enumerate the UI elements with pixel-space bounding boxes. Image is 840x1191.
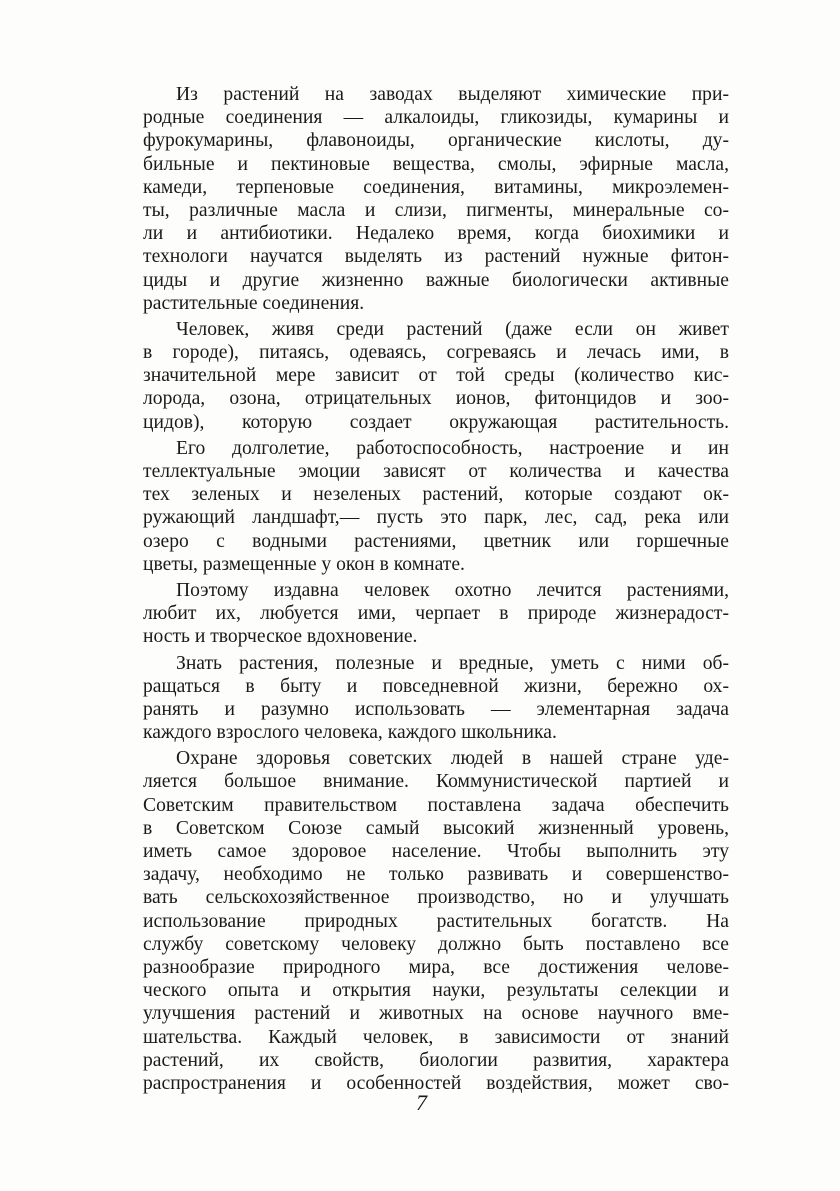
text-line: теллектуальные эмоции зависят от количества и качества xyxy=(143,461,729,482)
text-line: Человек, живя среди растений (даже если он живет xyxy=(176,318,729,340)
text-line: тех зеленых и незеленых растений, которые создают ок- xyxy=(143,484,729,506)
text-line: службу советскому человеку должно быть поставлено все xyxy=(143,933,729,955)
text-line: использование природных растительных богатств. На xyxy=(143,910,729,932)
text-line: цветы, размещенные у окон в комнате. xyxy=(143,553,465,575)
text-line: ческого опыта и открытия науки, результаты селекции и xyxy=(143,980,729,1002)
text-line: фурокумарины, флавоноиды, органические кислоты, ду- xyxy=(143,130,729,152)
text-line: Советским правительством поставлена задача обеспечить xyxy=(143,794,729,816)
text-line: бильные и пектиновые вещества, смолы, эфирные масла, xyxy=(143,153,729,175)
text-line: родные соединения — алкалоиды, гликозиды, кумарины и xyxy=(143,107,729,129)
text-line: ты, различные масла и слизи, пигменты, минеральные со- xyxy=(143,199,729,221)
text-line: в городе), питаясь, одеваясь, согреваясь и лечась ими, в xyxy=(143,342,729,364)
body-text xyxy=(143,83,729,1095)
paragraph xyxy=(143,437,729,576)
text-line: шательства. Каждый человек, в зависимости от знаний xyxy=(143,1026,729,1048)
text-line: лорода, озона, отрицательных ионов, фитонцидов и зоо- xyxy=(143,388,729,410)
page-number: 7 xyxy=(416,1090,427,1115)
text-line: Знать растения, полезные и вредные, уметь с ними об- xyxy=(176,652,729,674)
text-line: ружающий ландшафт,— пусть это парк, лес, сад, река или xyxy=(143,507,729,529)
text-line: задачу, необходимо не только развивать и совершенство- xyxy=(143,864,729,886)
text-line: значительной мере зависит от той среды (количество кис- xyxy=(143,365,729,387)
paragraph xyxy=(143,579,729,649)
text-line: Поэтому издавна человек охотно лечится растениями, xyxy=(176,579,729,601)
text-line: озеро с водными растениями, цветник или горшечные xyxy=(143,530,729,552)
text-line: ность и творческое вдохновение. xyxy=(143,626,418,648)
text-line: Охране здоровья советских людей в нашей стране уде- xyxy=(176,748,729,770)
paragraph xyxy=(143,318,729,434)
text-line: любит их, любуется ими, черпает в природе жизнерадост- xyxy=(143,603,729,625)
paragraph xyxy=(143,747,729,1095)
text-line: растительные соединения. xyxy=(143,292,365,314)
text-line: растений, их свойств, биологии развития, характера xyxy=(143,1049,729,1071)
text-line: технологи научатся выделять из растений нужные фитон- xyxy=(143,246,729,268)
text-line: камеди, терпеновые соединения, витамины, микроэлемен- xyxy=(143,176,729,198)
text-line: распространения и особенностей воздействия, может сво- xyxy=(143,1072,729,1094)
text-line: Его долголетие, работоспособность, настроение и ин xyxy=(176,437,729,459)
text-line: циды и другие жизненно важные биологически активные xyxy=(143,269,729,291)
text-line: каждого взрослого человека, каждого школьника. xyxy=(143,722,557,744)
text-line: улучшения растений и животных на основе научного вме- xyxy=(143,1003,729,1025)
text-line: вать сельскохозяйственное производство, но и улучшать xyxy=(143,887,729,909)
text-line: ляется большое внимание. Коммунистической партией и xyxy=(143,771,729,793)
text-line: иметь самое здоровое население. Чтобы выполнить эту xyxy=(143,841,729,862)
text-line: в Советском Союзе самый высокий жизненный уровень, xyxy=(143,817,729,839)
text-line: Из растений на заводах выделяют химические при- xyxy=(176,84,729,105)
paragraph xyxy=(143,652,729,745)
paragraph xyxy=(143,83,729,315)
text-line: разнообразие природного мира, все достижения челове- xyxy=(143,956,729,978)
text-line: ранять и разумно использовать — элементарная задача xyxy=(143,698,729,720)
text-line: ли и антибиотики. Недалеко время, когда биохимики и xyxy=(143,223,729,245)
text-line: цидов), которую создает окружающая растительность. xyxy=(143,411,729,433)
text-line: ращаться в быту и повседневной жизни, бережно ох- xyxy=(143,675,729,697)
